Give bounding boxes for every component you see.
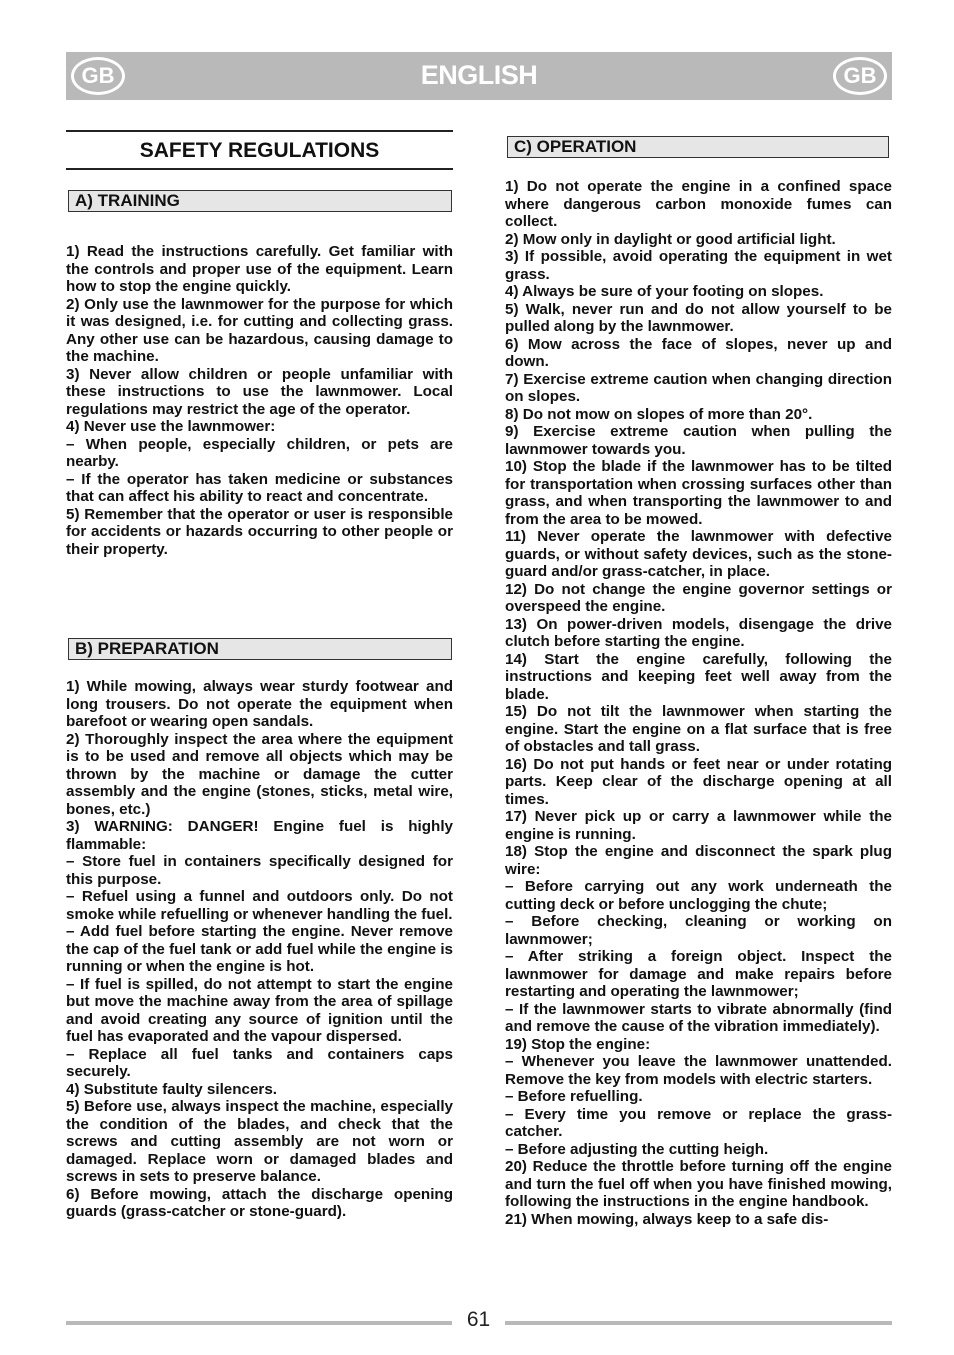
paragraph: – Before carrying out any work underneath the cutting deck or before unclogging the chute; <box>505 878 892 913</box>
paragraph: 12) Do not change the engine governor settings or overspeed the engine. <box>505 580 892 615</box>
gb-country-badge-left: GB <box>71 57 125 95</box>
footer-rule-right <box>505 1321 892 1325</box>
paragraph: 3) Never allow children or people unfamiliar with these instructions to use the lawnmower. Local regulations may restrict the age of the operator. <box>66 365 453 418</box>
paragraph: 5) Walk, never run and do not allow yourself to be pulled along by the lawnmower. <box>505 300 892 335</box>
paragraph: – Replace all fuel tanks and containers caps securely. <box>66 1045 453 1080</box>
paragraph: 4) Substitute faulty silencers. <box>66 1080 277 1098</box>
paragraph: 6) Before mowing, attach the discharge opening guards (grass-catcher or stone-guard). <box>66 1185 453 1220</box>
paragraph: 17) Never pick up or carry a lawnmower while the engine is running. <box>505 808 892 843</box>
paragraph: 15) Do not tilt the lawnmower when starting the engine. Start the engine on a flat surface that is free of obstacles and tall grass. <box>505 703 892 755</box>
paragraph: – Every time you remove or replace the grass-catcher. <box>505 1105 892 1140</box>
paragraph: 10) Stop the blade if the lawnmower has to be tilted for transportation when crossing surfaces other than grass, and when transporting the lawnmower to and from the area to be mowed. <box>505 458 892 528</box>
language-header-bar <box>66 52 892 100</box>
page-number: 61 <box>466 1308 491 1331</box>
paragraph: 11) Never operate the lawnmower with defective guards, or without safety devices, such as the stone-guard and/or grass-catcher, in place. <box>505 528 892 580</box>
paragraph: 13) On power-driven models, disengage the drive clutch before starting the engine. <box>505 615 892 650</box>
paragraph: 18) Stop the engine and disconnect the spark plug wire: <box>505 843 892 878</box>
paragraph: 19) Stop the engine: <box>505 1035 651 1053</box>
paragraph: – Before refuelling. <box>505 1088 643 1105</box>
preparation-text <box>66 678 453 1221</box>
operation-text <box>505 178 892 1228</box>
paragraph: – Refuel using a funnel and outdoors only. Do not smoke while refuelling or whenever handling the fuel. <box>66 888 453 923</box>
paragraph: 2) Only use the lawnmower for the purpose for which it was designed, i.e. for cutting and collecting grass. Any other use can be hazardous, causing damage to the machine. <box>66 295 453 365</box>
paragraph: 5) Remember that the operator or user is responsible for accidents or hazards occurring to other people or their property. <box>66 505 453 558</box>
paragraph: – Whenever you leave the lawnmower unattended. Remove the key from models with electric starters. <box>505 1053 892 1088</box>
paragraph: 4) Always be sure of your footing on slopes. <box>505 283 824 300</box>
section-heading-training: A) TRAINING <box>68 190 452 212</box>
section-heading-preparation: B) PREPARATION <box>68 638 452 660</box>
left-column <box>66 130 453 1221</box>
paragraph: – When people, especially children, or pets are nearby. <box>66 435 453 470</box>
paragraph: – If fuel is spilled, do not attempt to start the engine but move the machine away from the area of spillage and avoid creating any source of ignition until the fuel has evaporated and the vapour dispersed. <box>66 975 453 1045</box>
language-title: ENGLISH <box>420 60 538 90</box>
paragraph: 1) Read the instructions carefully. Get familiar with the controls and proper use of the equipment. Learn how to stop the engine quickly. <box>66 243 453 295</box>
gb-country-badge-right: GB <box>833 57 887 95</box>
paragraph: 5) Before use, always inspect the machine, especially the condition of the blades, and check that the screws and cutting assembly are not worn or damaged. Replace worn or damaged blades and screws in sets to preserve balance. <box>66 1098 453 1185</box>
footer-rule-left <box>66 1321 452 1325</box>
paragraph: 3) If possible, avoid operating the equipment in wet grass. <box>505 248 892 283</box>
paragraph: – If the lawnmower starts to vibrate abnormally (find and remove the cause of the vibration immediately). <box>505 1000 892 1035</box>
paragraph: – Store fuel in containers specifically designed for this purpose. <box>66 853 453 888</box>
paragraph: – Before adjusting the cutting heigh. <box>505 1140 769 1158</box>
paragraph: 1) Do not operate the engine in a confined space where dangerous carbon monoxide fumes can collect. <box>505 178 892 230</box>
safety-regulations-title-box <box>66 130 453 170</box>
paragraph: – If the operator has taken medicine or substances that can affect his ability to react and concentrate. <box>66 470 453 505</box>
page-title: SAFETY REGULATIONS <box>139 139 380 162</box>
section-heading-operation: C) OPERATION <box>507 136 889 158</box>
paragraph: 6) Mow across the face of slopes, never up and down. <box>505 335 892 370</box>
paragraph: 20) Reduce the throttle before turning off the engine and turn the fuel off when you have finished mowing, following the instructions in the engine handbook. <box>505 1158 892 1210</box>
paragraph: – After striking a foreign object. Inspect the lawnmower for damage and make repairs before restarting and operating the lawnmower; <box>505 948 892 1000</box>
paragraph: 3) WARNING: DANGER! Engine fuel is highly flammable: <box>66 818 453 853</box>
right-column <box>505 136 892 1228</box>
paragraph: 2) Mow only in daylight or good artificial light. <box>505 230 836 248</box>
paragraph: – Add fuel before starting the engine. Never remove the cap of the fuel tank or add fuel while the engine is running or when the engine is hot. <box>66 923 453 975</box>
paragraph: 9) Exercise extreme caution when pulling the lawnmower towards you. <box>505 423 892 458</box>
paragraph: 2) Thoroughly inspect the area where the equipment is to be used and remove all objects which may be thrown by the machine or damage the cutter assembly and the engine (stones, sticks, metal wire, bones, etc.) <box>66 730 453 818</box>
paragraph: 7) Exercise extreme caution when changing direction on slopes. <box>505 370 892 405</box>
training-text <box>66 243 453 558</box>
paragraph: 4) Never use the lawnmower: <box>66 418 276 435</box>
paragraph: 21) When mowing, always keep to a safe dis- <box>505 1210 829 1228</box>
paragraph: 14) Start the engine carefully, following the instructions and keeping feet well away from the blade. <box>505 650 892 703</box>
paragraph: 8) Do not mow on slopes of more than 20°. <box>505 405 813 423</box>
paragraph: 16) Do not put hands or feet near or under rotating parts. Keep clear of the discharge opening at all times. <box>505 755 892 808</box>
paragraph: 1) While mowing, always wear sturdy footwear and long trousers. Do not operate the equipment when barefoot or wearing open sandals. <box>66 678 453 730</box>
paragraph: – Before checking, cleaning or working on lawnmower; <box>505 913 892 948</box>
